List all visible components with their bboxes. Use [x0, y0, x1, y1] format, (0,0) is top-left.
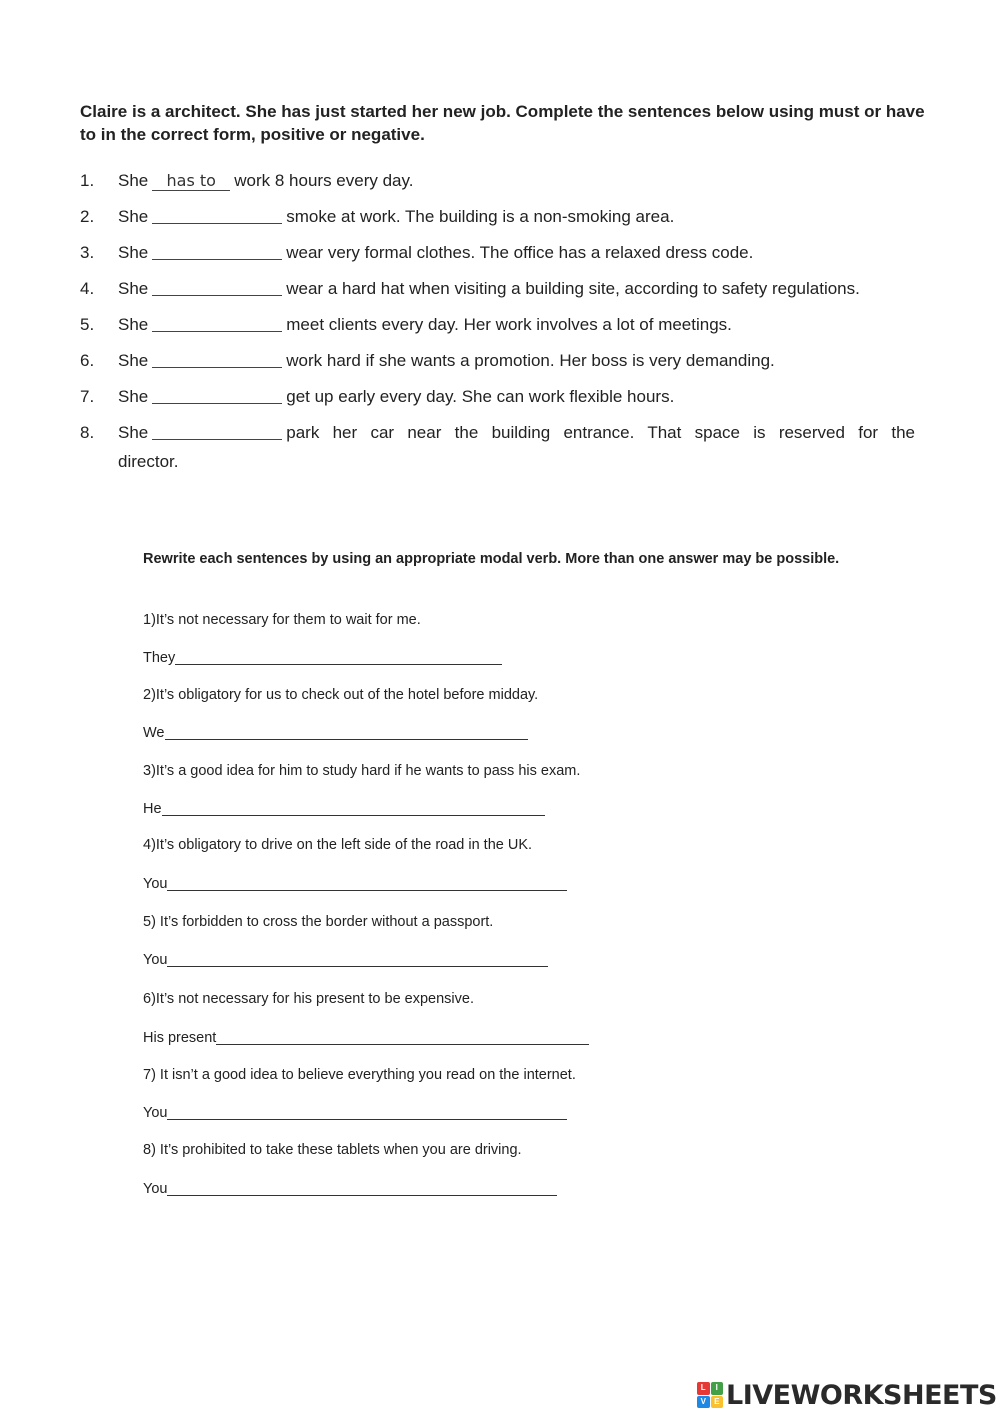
item-subject: She — [118, 423, 149, 442]
answer-blank[interactable] — [152, 277, 282, 296]
item-number: 8. — [80, 423, 95, 442]
answer-line[interactable] — [167, 875, 567, 891]
answer-start: You — [143, 876, 168, 892]
item-number: 4. — [80, 279, 95, 298]
answer-start: You — [143, 1105, 168, 1121]
answer-line[interactable] — [167, 951, 548, 967]
logo-tile-l: L — [697, 1382, 710, 1395]
part2-answer-7 — [143, 1104, 567, 1121]
part2-instruction: Rewrite each sentences by using an appropriate modal verb. More than one answer may be possible. — [143, 551, 840, 567]
part2-prompt-7: 7) It isn’t a good idea to believe everything you read on the internet. — [143, 1067, 576, 1083]
item-subject: She — [118, 171, 149, 190]
item-subject: She — [118, 315, 149, 334]
part2-answer-8 — [143, 1180, 557, 1197]
answer-line[interactable] — [175, 649, 502, 665]
answer-blank[interactable] — [152, 421, 282, 440]
item-subject: She — [118, 387, 149, 406]
item-text: get up early every day. She can work flexible hours. — [286, 387, 675, 406]
answer-start: You — [143, 1181, 168, 1197]
item-text: work 8 hours every day. — [234, 171, 414, 190]
item-text: wear very formal clothes. The office has a relaxed dress code. — [286, 243, 754, 262]
item-text: smoke at work. The building is a non-smoking area. — [286, 207, 675, 226]
item-number: 5. — [80, 315, 95, 334]
part2-answer-3 — [143, 800, 545, 817]
item-number: 7. — [80, 387, 95, 406]
item-text: wear a hard hat when visiting a building site, according to safety regulations. — [286, 279, 860, 298]
answer-line[interactable] — [162, 800, 545, 816]
liveworksheets-logo-icon — [697, 1382, 723, 1408]
part2-prompt-3: 3)It’s a good idea for him to study hard if he wants to pass his exam. — [143, 763, 581, 779]
part2-prompt-1: 1)It’s not necessary for them to wait for me. — [143, 612, 421, 628]
item-subject: She — [118, 351, 149, 370]
item-text: work hard if she wants a promotion. Her boss is very demanding. — [286, 351, 775, 370]
part2-prompt-4: 4)It’s obligatory to drive on the left side of the road in the UK. — [143, 837, 533, 853]
item-number: 3. — [80, 243, 95, 262]
liveworksheets-logo[interactable] — [697, 1378, 997, 1412]
item-number: 6. — [80, 351, 95, 370]
item-subject: She — [118, 207, 149, 226]
item-text: park her car near the building entrance. That space is reserved for the — [286, 423, 915, 442]
answer-blank[interactable] — [152, 205, 282, 224]
item-number: 1. — [80, 171, 95, 190]
logo-text: LIVEWORKSHEETS — [726, 1379, 997, 1411]
item-text-continued: director. — [118, 452, 179, 471]
item-number: 2. — [80, 207, 95, 226]
answer-blank-filled[interactable]: has to — [152, 172, 230, 191]
item-subject: She — [118, 243, 149, 262]
part2-prompt-2: 2)It’s obligatory for us to check out of the hotel before midday. — [143, 687, 539, 703]
answer-blank[interactable] — [152, 241, 282, 260]
answer-line[interactable] — [167, 1180, 557, 1196]
logo-tile-i: I — [711, 1382, 724, 1395]
answer-start: You — [143, 952, 168, 968]
part2-prompt-8: 8) It’s prohibited to take these tablets when you are driving. — [143, 1142, 522, 1158]
answer-start: We — [143, 725, 165, 741]
answer-blank[interactable] — [152, 313, 282, 332]
item-text: meet clients every day. Her work involves a lot of meetings. — [286, 315, 732, 334]
answer-start: He — [143, 801, 162, 817]
part2-answer-6 — [143, 1029, 589, 1046]
part2-answer-4 — [143, 875, 567, 892]
logo-tile-e: E — [711, 1396, 724, 1409]
answer-start: They — [143, 650, 176, 666]
answer-start: His present — [143, 1030, 217, 1046]
logo-tile-v: V — [697, 1396, 710, 1409]
item-subject: She — [118, 279, 149, 298]
part2-answer-5 — [143, 951, 548, 968]
part2-prompt-5: 5) It’s forbidden to cross the border without a passport. — [143, 914, 494, 930]
answer-blank[interactable] — [152, 349, 282, 368]
part2-prompt-6: 6)It’s not necessary for his present to be expensive. — [143, 991, 474, 1007]
part2-answer-1 — [143, 649, 502, 666]
answer-blank[interactable] — [152, 385, 282, 404]
answer-line[interactable] — [167, 1104, 567, 1120]
part2-answer-2 — [143, 724, 528, 741]
answer-line[interactable] — [216, 1029, 589, 1045]
answer-line[interactable] — [165, 724, 528, 740]
part1-instruction: Claire is a architect. She has just started her new job. Complete the sentences below using must or have to in the correct form, positive or negative. — [80, 102, 925, 144]
